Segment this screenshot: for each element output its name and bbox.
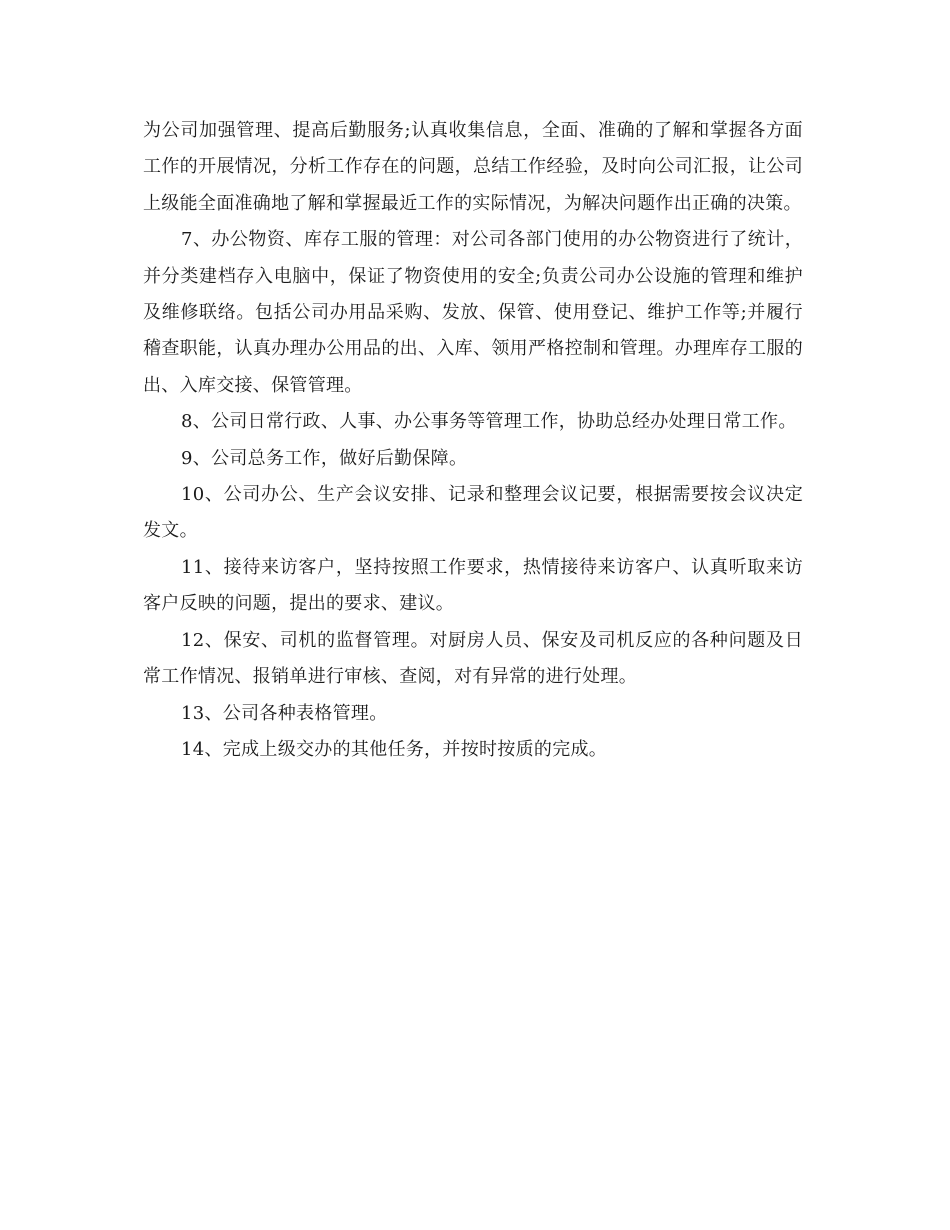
paragraph-item-9: 9、公司总务工作，做好后勤保障。 <box>181 447 468 469</box>
paragraph-continuation: 为公司加强管理、提高后勤服务;认真收集信息，全面、准确的了解和掌握各方面工作的开展情况，分析工作存在的问题，总结工作经验，及时向公司汇报，让公司上级能全面准确地了解和掌握最近工作的实际情况，为解决问题作出正确的决策。 <box>143 120 803 214</box>
paragraph-item-7: 7、办公物资、库存工服的管理：对公司各部门使用的办公物资进行了统计，并分类建档存入电脑中，保证了物资使用的安全;负责公司办公设施的管理和维护及维修联络。包括公司办用品采购、发放、保管、使用登记、维护工作等;并履行稽查职能，认真办理办公用品的出、入库、领用严格控制和管理。办理库存工服的出、入库交接、保管管理。 <box>143 229 803 396</box>
document-body <box>143 113 803 768</box>
paragraph-item-8: 8、公司日常行政、人事、办公事务等管理工作，协助总经办处理日常工作。 <box>181 411 797 433</box>
paragraph-item-12: 12、保安、司机的监督管理。对厨房人员、保安及司机反应的各种问题及日常工作情况、报销单进行审核、查阅，对有异常的进行处理。 <box>143 629 803 688</box>
paragraph-item-10: 10、公司办公、生产会议安排、记录和整理会议记要，根据需要按会议决定发文。 <box>143 484 803 542</box>
paragraph-item-14: 14、完成上级交办的其他任务，并按时按质的完成。 <box>181 738 608 760</box>
paragraph-item-13: 13、公司各种表格管理。 <box>181 702 388 724</box>
paragraph-item-11: 11、接待来访客户，坚持按照工作要求，热情接待来访客户、认真听取来访客户反映的问题，提出的要求、建议。 <box>143 556 803 615</box>
